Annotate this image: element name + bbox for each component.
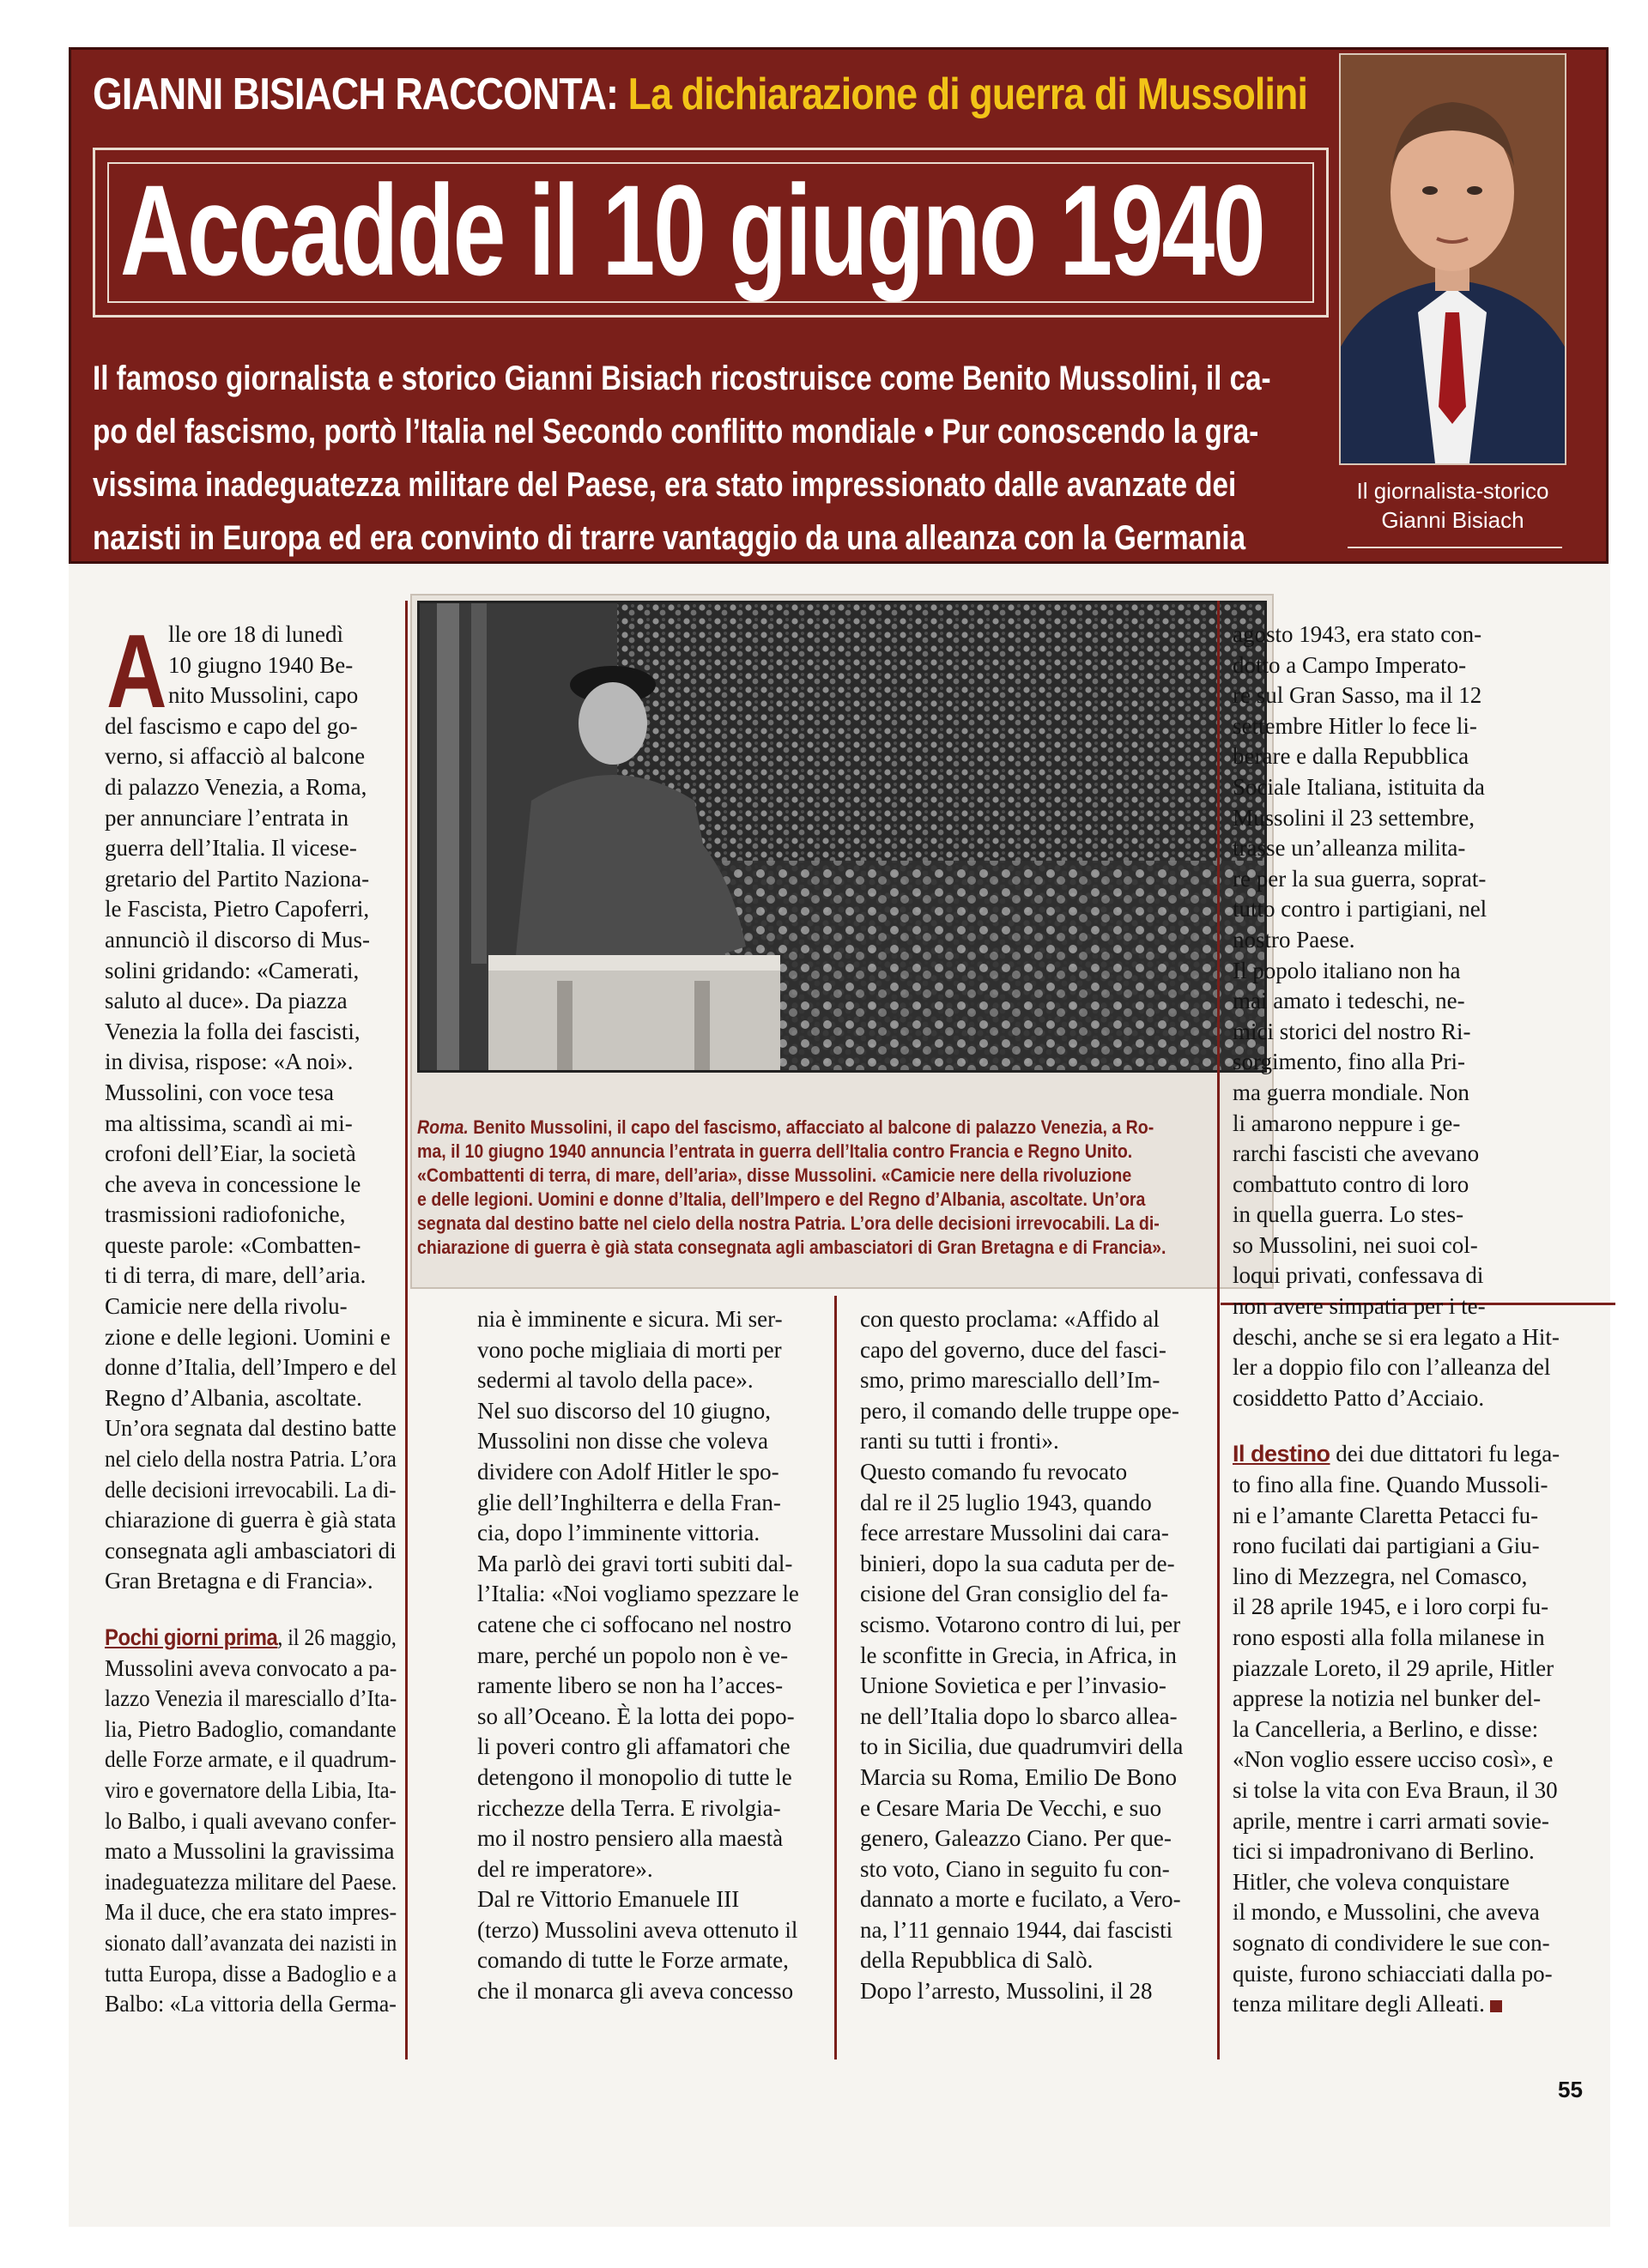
caption-place: Roma. xyxy=(417,1116,469,1138)
article-line: Mussolini, con voce tesa xyxy=(105,1079,334,1105)
article-line: lle ore 18 di lunedì xyxy=(168,621,343,647)
article-line: Mussolini aveva convocato a pa- xyxy=(105,1654,397,1681)
article-line: deschi, anche se si era legato a Hit- xyxy=(1233,1323,1560,1350)
article-line: ti di terra, di mare, dell’aria. xyxy=(105,1262,367,1289)
caption-line: segnata dal destino batte nel cielo della nostra Patria. L’ora delle decisioni irrevocabili. La di- xyxy=(417,1213,1160,1234)
article-column-3 xyxy=(860,1304,1207,2007)
article-line: to in Sicilia, due quadrumviri della xyxy=(860,1733,1184,1760)
article-line: so all’Oceano. È la lotta dei popo- xyxy=(477,1703,795,1729)
article-line: fece arrestare Mussolini dai cara- xyxy=(860,1520,1169,1546)
section-runin-heading: Il destino xyxy=(1233,1441,1330,1467)
portrait-illustration xyxy=(1341,55,1565,463)
article-line: settembre Hitler lo fece li- xyxy=(1233,712,1477,739)
article-line: sto voto, Ciano in seguito fu con- xyxy=(860,1855,1170,1882)
article-line: verno, si affacciò al balcone xyxy=(105,743,366,770)
section-runin-heading: Pochi giorni prima xyxy=(105,1624,278,1650)
page-title: Accadde il 10 giugno 1940 xyxy=(120,158,1264,302)
article-line: ranti su tutti i fronti». xyxy=(860,1428,1059,1455)
article-column-4 xyxy=(1233,620,1610,2020)
article-line: sorgimento, fino alla Pri- xyxy=(1233,1049,1465,1075)
column-rule xyxy=(1217,601,1220,2059)
article-line: Il popolo italiano non ha xyxy=(1233,957,1461,983)
portrait-rule xyxy=(1348,547,1562,548)
article-line: ne dell’Italia dopo lo sbarco allea- xyxy=(860,1703,1178,1729)
article-line: dal re il 25 luglio 1943, quando xyxy=(860,1489,1152,1515)
caption-text: Benito Mussolini, il capo del fascismo, affacciato al balcone di palazzo Venezia, a Ro- xyxy=(468,1116,1154,1138)
article-line: 10 giugno 1940 Be- xyxy=(168,651,354,678)
article-line: che aveva in concessione le xyxy=(105,1170,361,1197)
article-line: mici storici del nostro Ri- xyxy=(1233,1018,1471,1044)
article-line: Hitler, che voleva conquistare xyxy=(1233,1868,1510,1895)
article-text: dei due dittatori fu lega- xyxy=(1330,1441,1560,1467)
portrait-caption-line2: Gianni Bisiach xyxy=(1381,507,1524,533)
author-portrait xyxy=(1339,53,1566,465)
article-line: rono esposti alla folla milanese in xyxy=(1233,1624,1545,1650)
portrait-caption-line1: Il giornalista-storico xyxy=(1356,478,1549,504)
article-line: tici si impadronivano di Berlino. xyxy=(1233,1838,1535,1865)
article-line: cisione del Gran consiglio del fa- xyxy=(860,1581,1169,1607)
article-line: trasse un’alleanza milita- xyxy=(1233,835,1466,862)
caption-line xyxy=(417,1116,1156,1140)
article-line: nito Mussolini, capo xyxy=(168,682,359,709)
article-line: comando di tutte le Forze armate, xyxy=(477,1947,789,1974)
subheadline xyxy=(93,352,1329,565)
article-line: inadeguatezza militare del Paese. xyxy=(105,1868,397,1895)
article-line: ricchezze della Terra. E rivolgia- xyxy=(477,1794,781,1821)
article-line: vono poche migliaia di morti per xyxy=(477,1336,782,1363)
article-line: dotto a Campo Imperato- xyxy=(1233,651,1467,678)
article-line: lo Balbo, i quali avevano confer- xyxy=(105,1807,397,1834)
kicker xyxy=(93,69,1307,120)
article-line: mato a Mussolini la gravissima xyxy=(105,1838,395,1865)
article-line: Venezia la folla dei fascisti, xyxy=(105,1018,360,1044)
article-line: na, l’11 gennaio 1944, dai fascisti xyxy=(860,1916,1173,1943)
article-column-2 xyxy=(477,1304,821,2007)
article-line: mo il nostro pensiero alla maestà xyxy=(477,1825,784,1852)
article-line: re per la sua guerra, soprat- xyxy=(1233,865,1487,892)
article-line: (terzo) Mussolini aveva ottenuto il xyxy=(477,1916,798,1943)
article-line: Ma parlò dei gravi torti subiti dal- xyxy=(477,1550,793,1576)
article-line: dividere con Adolf Hitler le spo- xyxy=(477,1458,779,1485)
caption-line: e delle legioni. Uomini e donne d’Italia, dell’Impero e del Regno d’Albania, ascoltate. Un’ora xyxy=(417,1188,1146,1210)
article-text: , il 26 maggio, xyxy=(277,1624,397,1650)
article-line: so Mussolini, nei suoi col- xyxy=(1233,1231,1478,1258)
article-line xyxy=(1233,1439,1610,1470)
subhead-line: nazisti in Europa ed era convinto di trarre vantaggio da una alleanza con la Germania xyxy=(93,519,1246,557)
article-line: li poveri contro gli affamatori che xyxy=(477,1733,791,1760)
article-line: la Cancelleria, a Berlino, e disse: xyxy=(1233,1715,1539,1742)
article-line: gretario del Partito Naziona- xyxy=(105,865,370,892)
article-line: annunciò il discorso di Mus- xyxy=(105,926,370,953)
article-line: Regno d’Albania, ascoltate. xyxy=(105,1384,362,1411)
article-line: berare e dalla Repubblica xyxy=(1233,743,1469,770)
article-line: quiste, furono schiacciati dalla po- xyxy=(1233,1960,1553,1987)
article-line: ni e l’amante Claretta Petacci fu- xyxy=(1233,1502,1539,1528)
article-line: agosto 1943, era stato con- xyxy=(1233,621,1482,647)
article-line: smo, primo maresciallo dell’Im- xyxy=(860,1367,1160,1394)
article-line: ramente libero se non ha l’acces- xyxy=(477,1672,784,1699)
article-line: scismo. Votarono contro di lui, per xyxy=(860,1611,1181,1637)
article-line: Questo comando fu revocato xyxy=(860,1458,1128,1485)
article-line: sionato dall’avanzata dei nazisti in xyxy=(105,1929,397,1956)
article-line: pero, il comando delle truppe ope- xyxy=(860,1397,1179,1424)
article-line: cosiddetto Patto d’Acciaio. xyxy=(1233,1384,1485,1411)
end-of-article-mark xyxy=(1490,2000,1502,2012)
photo-illustration xyxy=(420,603,1264,1070)
article-line: consegnata agli ambasciatori di xyxy=(105,1537,397,1563)
article-line: detengono il monopolio di tutte le xyxy=(477,1763,792,1790)
subhead-line: vissima inadeguatezza militare del Paese, era stato impressionato dalle avanzate dei xyxy=(93,466,1237,504)
article-line: «Non voglio essere ucciso così», e xyxy=(1233,1746,1554,1773)
article-line: li amarono neppure i ge- xyxy=(1233,1110,1461,1136)
article-line: che il monarca gli aveva concesso xyxy=(477,1978,794,2005)
drop-cap: A xyxy=(106,613,167,729)
article-line: sedermi al tavolo della pace». xyxy=(477,1367,754,1394)
article-line: il mondo, e Mussolini, che aveva xyxy=(1233,1899,1540,1926)
article-line: glie dell’Inghilterra e della Fran- xyxy=(477,1489,781,1515)
article-line: Camicie nere della rivolu- xyxy=(105,1293,348,1320)
article-line: non avere simpatia per i te- xyxy=(1233,1293,1486,1320)
article-line: genero, Galeazzo Ciano. Per que- xyxy=(860,1825,1172,1852)
article-line: guerra dell’Italia. Il vicese- xyxy=(105,835,357,862)
kicker-label: GIANNI BISIACH RACCONTA: xyxy=(93,70,619,119)
photo-caption xyxy=(417,1116,1267,1260)
caption-line: «Combattenti di terra, di mare, dell’aria», disse Mussolini. «Camicie nere della rivoluzione xyxy=(417,1164,1132,1186)
article-line: aprile, mentre i carri armati sovie- xyxy=(1233,1807,1549,1834)
article-line: solini gridando: «Camerati, xyxy=(105,957,360,983)
article-line: re sul Gran Sasso, ma il 12 xyxy=(1233,682,1482,709)
article-line: apprese la notizia nel bunker del- xyxy=(1233,1685,1542,1712)
article-line: rarchi fascisti che avevano xyxy=(1233,1140,1480,1167)
article-line: lino di Mezzegra, nel Comasco, xyxy=(1233,1563,1528,1589)
article-line: tutto contro i partigiani, nel xyxy=(1233,896,1487,922)
article-line: saluto al duce». Da piazza xyxy=(105,988,348,1014)
portrait-caption xyxy=(1339,476,1566,535)
subhead-line: po del fascismo, portò l’Italia nel Secondo conflitto mondiale • Pur conoscendo la gra- xyxy=(93,413,1259,451)
article-line: si tolse la vita con Eva Braun, il 30 xyxy=(1233,1776,1558,1803)
article-line: trasmissioni radiofoniche, xyxy=(105,1201,346,1228)
article-line: ma guerra mondiale. Non xyxy=(1233,1079,1469,1105)
article-line: mare, perché un popolo non è ve- xyxy=(477,1642,789,1668)
article-line: combattuto contro di loro xyxy=(1233,1170,1469,1197)
caption-line: ma, il 10 giugno 1940 annuncia l’entrata in guerra dell’Italia contro Francia e Regno Unito. xyxy=(417,1140,1133,1162)
page-number: 55 xyxy=(1558,2077,1583,2102)
article-line: crofoni dell’Eiar, la società xyxy=(105,1140,356,1167)
article-line: lia, Pietro Badoglio, comandante xyxy=(105,1715,397,1742)
article-line: Balbo: «La vittoria della Germa- xyxy=(105,1991,397,2017)
article-line: capo del governo, duce del fasci- xyxy=(860,1336,1166,1363)
article-line: di palazzo Venezia, a Roma, xyxy=(105,773,367,800)
article-line: binieri, dopo la sua caduta per de- xyxy=(860,1550,1175,1576)
article-line: Nel suo discorso del 10 giugno, xyxy=(477,1397,771,1424)
article-line: Marcia su Roma, Emilio De Bono xyxy=(860,1763,1177,1790)
article-line: rono fucilati dai partigiani a Giu- xyxy=(1233,1533,1540,1559)
article-line: to fino alla fine. Quando Mussoli- xyxy=(1233,1472,1548,1498)
article-line: dannato a morte e fucilato, a Vero- xyxy=(860,1886,1181,1913)
article-line: lazzo Venezia il maresciallo d’Ita- xyxy=(105,1685,397,1712)
article-line: nia è imminente e sicura. Mi ser- xyxy=(477,1306,783,1332)
kicker-topic: La dichiarazione di guerra di Mussolini xyxy=(627,70,1308,119)
article-line: Mussolini il 23 settembre, xyxy=(1233,804,1475,831)
article-line: del fascismo e capo del go- xyxy=(105,712,358,739)
column-rule xyxy=(405,601,408,2059)
article-line: queste parole: «Combatten- xyxy=(105,1231,361,1258)
article-line: Dopo l’arresto, Mussolini, il 28 xyxy=(860,1978,1153,2005)
article-line: Mussolini non disse che voleva xyxy=(477,1428,768,1455)
article-line: le sconfitte in Grecia, in Africa, in xyxy=(860,1642,1177,1668)
article-line: loqui privati, confessava di xyxy=(1233,1262,1484,1289)
article-line: ler a doppio filo con l’alleanza del xyxy=(1233,1354,1551,1381)
article-line: del re imperatore». xyxy=(477,1855,653,1882)
article-line: tenza militare degli Alleati. xyxy=(1233,1989,1610,2020)
article-line: delle decisioni irrevocabili. La di- xyxy=(105,1476,397,1503)
article-line: della Repubblica di Salò. xyxy=(860,1947,1094,1974)
article-line: le Fascista, Pietro Capoferri, xyxy=(105,896,370,922)
article-line: piazzale Loreto, il 29 aprile, Hitler xyxy=(1233,1654,1554,1681)
article-line: nostro Paese. xyxy=(1233,926,1355,953)
article-line: il 28 aprile 1945, e i loro corpi fu- xyxy=(1233,1594,1549,1620)
article-line xyxy=(105,1623,397,1654)
article-line: Sociale Italiana, istituita da xyxy=(1233,773,1485,800)
article-line: con questo proclama: «Affido al xyxy=(860,1306,1160,1332)
column-rule xyxy=(834,1296,837,2059)
subhead-line: Il famoso giornalista e storico Gianni Bisiach ricostruisce come Benito Mussolini, il ca- xyxy=(93,360,1271,397)
article-line: tutta Europa, disse a Badoglio e a xyxy=(105,1960,397,1987)
article-line: Gran Bretagna e di Francia». xyxy=(105,1568,373,1594)
article-column-1 xyxy=(105,613,397,2020)
article-line: viro e governatore della Libia, Ita- xyxy=(105,1776,397,1803)
article-line: delle Forze armate, e il quadrum- xyxy=(105,1746,397,1773)
article-line: catene che ci soffocano nel nostro xyxy=(477,1611,792,1637)
article-line: in quella guerra. Lo stes- xyxy=(1233,1201,1464,1228)
article-line: l’Italia: «Noi vogliamo spezzare le xyxy=(477,1581,799,1607)
article-line: Un’ora segnata dal destino batte xyxy=(105,1415,397,1442)
article-line: cia, dopo l’imminente vittoria. xyxy=(477,1520,760,1546)
article-line: sognato di condividere le sue con- xyxy=(1233,1929,1550,1956)
article-line: per annunciare l’entrata in xyxy=(105,804,349,831)
article-line: Ma il duce, che era stato impres- xyxy=(105,1899,397,1926)
article-line: chiarazione di guerra è già stata xyxy=(105,1507,397,1533)
article-line: in divisa, rispose: «A noi». xyxy=(105,1049,354,1075)
caption-line: chiarazione di guerra è già stata consegnata agli ambasciatori di Gran Bretagna e di Francia». xyxy=(417,1237,1166,1258)
article-line: nel cielo della nostra Patria. L’ora xyxy=(105,1446,397,1473)
article-line: donne d’Italia, dell’Impero e del xyxy=(105,1354,397,1381)
article-line: e Cesare Maria De Vecchi, e suo xyxy=(860,1794,1162,1821)
article-line: mai amato i tedeschi, ne- xyxy=(1233,988,1465,1014)
article-line: zione e delle legioni. Uomini e xyxy=(105,1323,391,1350)
article-line: Dal re Vittorio Emanuele III xyxy=(477,1886,740,1913)
article-line: ma altissima, scandì ai mi- xyxy=(105,1110,353,1136)
article-line: Unione Sovietica e per l’invasio- xyxy=(860,1672,1166,1699)
balcony-crowd-photo xyxy=(417,601,1267,1073)
